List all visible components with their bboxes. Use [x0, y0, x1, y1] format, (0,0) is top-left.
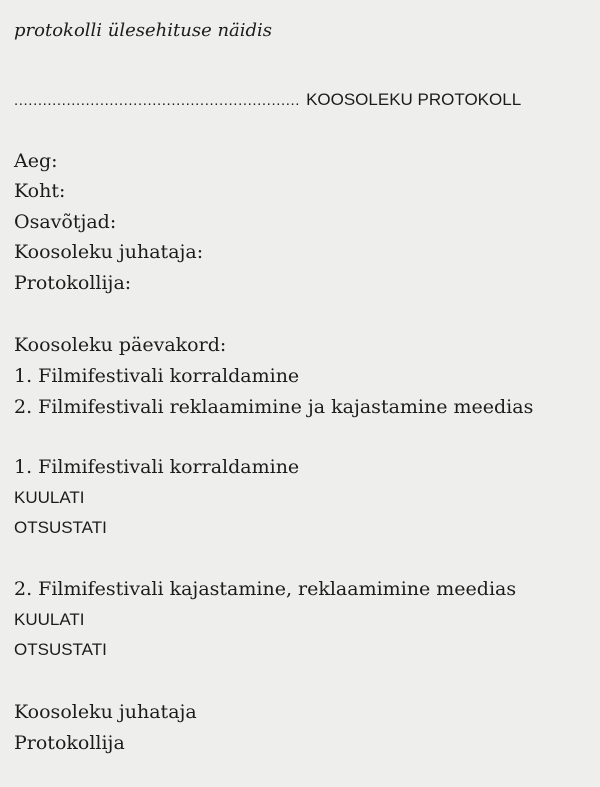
- field-participants: Osavõtjad:: [14, 211, 117, 233]
- section-decided-label: OTSUSTATI: [14, 518, 107, 537]
- document-subtitle: protokolli ülesehituse näidis: [14, 20, 273, 41]
- document-header: [14, 88, 594, 112]
- signature-secretary: Protokollija: [14, 732, 125, 754]
- agenda-title: Koosoleku päevakord:: [14, 334, 227, 356]
- section-heard-label: KUULATI: [14, 488, 85, 507]
- section-title: 1. Filmifestivali korraldamine: [14, 456, 300, 478]
- field-secretary: Protokollija:: [14, 272, 132, 294]
- section-title: 2. Filmifestivali kajastamine, reklaamimine meedias: [14, 578, 517, 600]
- section-decided-label: OTSUSTATI: [14, 640, 107, 659]
- field-chair: Koosoleku juhataja:: [14, 241, 204, 263]
- meeting-minutes-document: [14, 0, 594, 787]
- field-time: Aeg:: [14, 150, 58, 172]
- agenda-item: 1. Filmifestivali korraldamine: [14, 365, 300, 387]
- field-place: Koht:: [14, 180, 66, 202]
- document-title: KOOSOLEKU PROTOKOLL: [306, 90, 522, 109]
- signature-chair: Koosoleku juhataja: [14, 701, 197, 723]
- section-heard-label: KUULATI: [14, 610, 85, 629]
- agenda-item: 2. Filmifestivali reklaamimine ja kajastamine meedias: [14, 396, 534, 418]
- header-dotted-line: ............................................................: [14, 92, 301, 109]
